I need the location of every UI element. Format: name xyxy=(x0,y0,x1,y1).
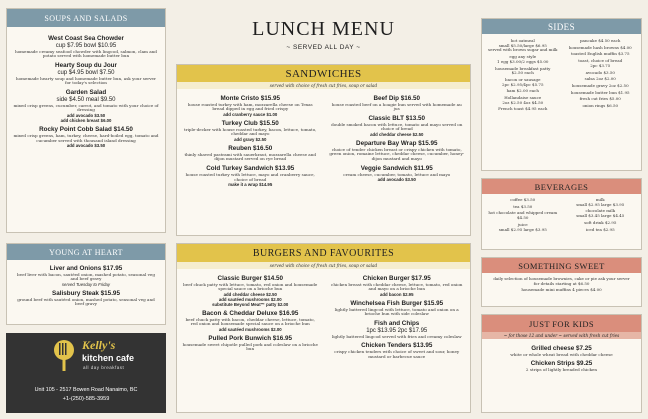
menu-item-addon: add sautéed mushrooms $2.00 xyxy=(218,327,282,333)
menu-item-description: 1 egg $3.00/2 eggs $5.00 xyxy=(497,58,549,64)
menu-item-addon: add chicken breast $6.00 xyxy=(60,118,112,124)
menu-item-description: avocado $3.50 xyxy=(585,69,615,75)
burgers-panel xyxy=(176,243,471,413)
menu-item-description: house roasted turkey with lettuce, mayo and cranberry sauce, choice of bread xyxy=(185,171,315,182)
burgers-header: BURGERS AND FAVOURITES xyxy=(177,244,470,262)
menu-item-description: served with brown sugar and milk xyxy=(488,47,558,53)
menu-item-name: Liver and Onions $17.95 xyxy=(49,265,123,272)
menu-item xyxy=(487,55,559,64)
menu-item-description: chicken breast with cheddar cheese, lettuce, tomato, red onion and mayo on a brioche bun xyxy=(331,281,463,292)
menu-item-description: lightly battered lingcod with lettuce, tomato and onion on a brioche bun with side coleslaw xyxy=(334,306,459,317)
menu-item-name: West Coast Sea Chowder xyxy=(48,35,124,42)
menu-item-name: Rocky Point Cobb Salad $14.50 xyxy=(39,126,133,134)
menu-item-description: hot chocolate and whipped cream $4.50 xyxy=(488,210,558,221)
menu-item-name: Departure Bay Wrap $15.95 xyxy=(356,140,438,148)
menu-item-description: double smoked bacon with lettuce, tomato and mayo served on choice of bread xyxy=(331,121,463,132)
menu-item-name: Veggie Sandwich $11.95 xyxy=(360,165,433,173)
menu-item xyxy=(487,205,559,210)
menu-item-name: Fish and Chips xyxy=(374,320,420,328)
menu-item-description: 2pc $3.75 xyxy=(590,62,611,68)
menu-item-price: 1pc $13.95 2pc $17.95 xyxy=(366,327,428,334)
menu-item-description: soft drink $2.95 xyxy=(584,219,617,225)
menu-item-addon: add cranberry sauce $1.00 xyxy=(223,112,278,118)
sides-panel xyxy=(481,18,642,171)
menu-item-name: Grilled cheese $7.25 xyxy=(531,345,592,352)
menu-item xyxy=(329,342,466,359)
sides-right xyxy=(565,39,637,114)
menu-item xyxy=(565,209,637,218)
logo-name: Kelly's xyxy=(82,338,116,352)
young-list xyxy=(7,260,165,307)
sides-header: SIDES xyxy=(482,19,641,34)
menu-item xyxy=(13,62,159,86)
menu-item-description: chocolate milk xyxy=(585,208,616,214)
menu-item-addon: add bacon $2.95 xyxy=(380,292,414,298)
menu-item-description: French toast $4.95 each xyxy=(498,106,548,112)
menu-item xyxy=(565,198,637,207)
menu-item-description: fresh cut fries $5.00 xyxy=(579,96,621,102)
fork-spoon-icon xyxy=(51,339,77,371)
menu-item-price: cup $7.95 bowl $10.95 xyxy=(55,42,117,49)
menu-item xyxy=(487,96,559,105)
sandwiches-subheader: served with choice of fresh cut fries, soup or salad xyxy=(177,82,470,89)
menu-item-addon: substitute Beyond Meat™ patty $2.00 xyxy=(212,302,289,308)
menu-item-name: Turkey Club $15.50 xyxy=(221,120,279,128)
menu-item-description: bacon or sausage xyxy=(505,76,541,82)
menu-item xyxy=(13,89,159,123)
menu-item-description: housemade butter bun $1.95 xyxy=(570,89,630,95)
menu-item xyxy=(182,165,319,187)
sweet-item: housemade mini muffins 4 pieces $4.00 xyxy=(521,287,602,293)
menu-item-description: homemade creamy seafood chowder with lingcod, salmon, clam and potato served with homemade butter bun xyxy=(15,48,157,59)
menu-item-name: Classic Burger $14.50 xyxy=(217,275,283,282)
burgers-left xyxy=(177,275,324,363)
menu-item xyxy=(182,145,319,162)
menu-item xyxy=(182,95,319,117)
menu-item-description: housemade gravy 2oz $2.50 xyxy=(571,82,629,88)
burgers-subheader: served with choice of fresh cut fries, soup or salad xyxy=(177,262,470,269)
menu-item-description: 2pc $2.95/4pc $5.75 xyxy=(502,81,544,87)
menu-item-name: Pulled Pork Bunwich $16.95 xyxy=(208,335,293,343)
young-panel xyxy=(6,243,166,325)
menu-item-description: house roasted beef on a hoagie bun served with homemade au jus xyxy=(331,101,462,112)
menu-item xyxy=(329,320,466,339)
menu-item xyxy=(487,360,636,372)
menu-item xyxy=(487,198,559,203)
menu-item xyxy=(565,59,637,68)
menu-item-name: Winchelsea Fish Burger $15.95 xyxy=(350,300,444,308)
soups-list xyxy=(7,27,165,148)
menu-item-description: small $2.95 large $3.95 xyxy=(576,201,625,207)
menu-item-name: Reuben $16.50 xyxy=(228,145,273,153)
sandwiches-header: SANDWICHES xyxy=(177,65,470,82)
menu-item xyxy=(13,265,159,287)
menu-item xyxy=(565,39,637,44)
menu-item-description: housemade hash browns $4.00 xyxy=(568,44,632,50)
menu-item-description: coffee $3.50 xyxy=(510,197,536,202)
menu-item-addon: make it a wrap $14.95 xyxy=(228,182,273,188)
menu-item-name: Chicken Tenders $13.95 xyxy=(361,342,433,350)
soups-panel xyxy=(6,8,166,233)
menu-item xyxy=(487,89,559,94)
menu-item-addon: served Tuesday to Friday xyxy=(61,282,111,288)
menu-item xyxy=(329,275,466,297)
menu-title: LUNCH MENU xyxy=(252,18,395,40)
menu-item-description: milk xyxy=(595,197,605,202)
menu-item-addon: add avocado $3.50 xyxy=(377,177,416,183)
menu-item xyxy=(565,77,637,82)
sweet-description: daily selection of housemade brownies, cake or pie ask your server for details starting at $6.50 xyxy=(493,276,630,286)
menu-item-description: toasted English muffin $3.75 xyxy=(570,51,630,57)
menu-item-name: Salisbury Steak $15.95 xyxy=(52,290,120,298)
menu-item-description: onion rings $6.50 xyxy=(582,103,619,109)
menu-item xyxy=(565,221,637,226)
menu-item-price: side $4.50 meal $9.50 xyxy=(56,96,116,103)
menu-item-description: beef chuck patty with lettuce, tomato, red onion and housemade special sauce on a brioche bun xyxy=(183,281,318,292)
menu-item xyxy=(565,104,637,109)
menu-item-name: Hearty Soup du Jour xyxy=(55,62,117,70)
menu-item-description: mixed crisp greens, ham, turkey, cheese, hard-boiled egg, tomato and cucumber served with thousand island dressing xyxy=(13,132,159,143)
address-line: Unit 105 - 2517 Bowen Road Nanaimo, BC xyxy=(34,387,138,393)
menu-item-description: crispy chicken tenders with choice of sweet and sour, honey mustard or barbecue sauce xyxy=(334,348,460,359)
beverages-panel xyxy=(481,178,642,250)
menu-item xyxy=(182,310,319,332)
sweet-header: SOMETHING SWEET xyxy=(482,258,641,273)
burgers-right xyxy=(324,275,471,363)
menu-item-description: homemade hearty soup and homemade butter bun, ask your server for today's selection xyxy=(16,75,156,86)
logo-subtitle: kitchen cafe xyxy=(82,353,135,363)
sides-left xyxy=(487,39,559,114)
phone-number: +1-(250)-585-3959 xyxy=(62,396,110,402)
menu-item-description: small $5.50/large $6.95 xyxy=(498,42,547,48)
menu-item xyxy=(182,335,319,352)
menu-item xyxy=(487,107,559,112)
menu-item-name: Bacon & Cheddar Deluxe $16.95 xyxy=(202,310,299,318)
menu-item xyxy=(487,345,636,357)
sandwiches-right xyxy=(324,95,471,190)
menu-item-name: Classic BLT $13.50 xyxy=(368,115,426,123)
menu-item-description: juice xyxy=(517,221,528,227)
menu-item xyxy=(13,290,159,307)
menu-item xyxy=(329,95,466,112)
beverages-header: BEVERAGES xyxy=(482,179,641,194)
menu-item-addon: add cheddar cheese $2.50 xyxy=(370,132,424,138)
menu-item xyxy=(565,46,637,51)
menu-item-name: Beef Dip $16.50 xyxy=(373,95,421,102)
menu-item-addon: add avocado $3.50 xyxy=(66,113,106,119)
logo-block xyxy=(6,333,166,413)
menu-item-description: beef liver with bacon, sautéed onion, mashed potato, seasonal veg and beef gravy xyxy=(17,271,155,282)
menu-item-description: tea $3.50 xyxy=(513,203,533,209)
menu-item xyxy=(182,275,319,307)
menu-item-description: small $2.95 large $3.95 xyxy=(498,226,547,232)
menu-item-description: cream cheese, cucumber, tomato, lettuce and mayo xyxy=(343,171,451,177)
menu-item-addon: add avocado $3.50 xyxy=(66,143,106,149)
menu-item xyxy=(565,91,637,96)
menu-item-description: mixed crisp greens, cucumber, carrot, and tomato with your choice of dressing xyxy=(13,102,159,113)
beverages-right xyxy=(565,198,637,234)
menu-item-description: choice of tender chicken breast or crispy chicken with tomato, green onion, romaine lettuce, cheddar cheese, cucumber, honey-dijon mustard and mayo xyxy=(329,146,465,162)
menu-item-description: 2 strips of lightly breaded chicken xyxy=(525,366,598,372)
menu-item-description: toast, choice of bread xyxy=(578,58,623,64)
logo-tagline: all day breakfast xyxy=(83,365,125,370)
menu-item xyxy=(565,84,637,89)
menu-item-description: small $3.45 large $4.45 xyxy=(576,213,625,219)
menu-item-description: egg any style xyxy=(509,54,537,60)
menu-item xyxy=(329,165,466,182)
menu-item-description: iced tea $2.95 xyxy=(585,226,615,232)
kids-subheader: ~ for those 12 and under ~ served with fresh cut fries xyxy=(482,332,641,339)
kids-header: JUST FOR KIDS xyxy=(482,315,641,332)
menu-item-name: Chicken Strips $9.25 xyxy=(530,360,593,368)
menu-item-name: Garden Salad xyxy=(65,89,107,97)
menu-item xyxy=(565,228,637,233)
menu-item xyxy=(329,300,466,317)
menu-item-description: Hollandaise sauce xyxy=(504,95,542,101)
menu-item xyxy=(565,97,637,102)
menu-subtitle: ~ SERVED ALL DAY ~ xyxy=(286,44,361,51)
menu-item xyxy=(13,126,159,148)
menu-item-description: $2.50 each xyxy=(511,70,534,76)
menu-item-description: triple-decker with house roasted turkey, bacon, lettuce, tomato, cheddar and mayo xyxy=(184,126,317,137)
young-header: YOUNG AT HEART xyxy=(7,244,165,260)
menu-item xyxy=(182,120,319,142)
sandwiches-left xyxy=(177,95,324,190)
menu-item xyxy=(487,211,559,220)
menu-item-description: pancake $4.50 each xyxy=(580,38,621,43)
menu-item xyxy=(565,71,637,76)
menu-item-addon: add sautéed mushrooms $2.00 xyxy=(218,297,282,303)
menu-item xyxy=(487,223,559,232)
menu-item xyxy=(487,39,559,53)
menu-item xyxy=(13,35,159,59)
menu-item-description: housemade sweet chipotle pulled pork and coleslaw on a brioche bun xyxy=(182,341,318,352)
menu-item-name: Chicken Burger $17.95 xyxy=(362,275,431,282)
menu-item-description: hot oatmeal xyxy=(510,38,535,43)
menu-item-name: Monte Cristo $15.95 xyxy=(220,95,280,102)
beverages-left xyxy=(487,198,559,234)
menu-item-description: beef chuck patty with bacon, cheddar cheese, lettuce, tomato, red onion and housemade special sauce on a brioche bun xyxy=(185,316,315,327)
menu-item-addon: add cheddar cheese $2.50 xyxy=(223,292,277,298)
menu-item xyxy=(329,115,466,137)
menu-item-description: housemade breakfast patty xyxy=(495,65,551,71)
menu-item-description: ham $2.00 each xyxy=(506,88,539,94)
menu-item xyxy=(565,52,637,57)
menu-item-price: cup $4.95 bowl $7.50 xyxy=(57,69,115,76)
menu-item-description: white or whole wheat bread with cheddar cheese xyxy=(510,351,613,357)
menu-item xyxy=(487,67,559,76)
kids-panel xyxy=(481,314,642,413)
menu-item-name: Cold Turkey Sandwich $13.95 xyxy=(206,165,295,173)
menu-item-description: house roasted turkey with ham, mozzarella cheese on Texas bread dipped in egg and fried crispy xyxy=(187,101,313,112)
menu-item-description: lightly battered lingcod served with fries and creamy coleslaw xyxy=(331,333,462,339)
sweet-panel xyxy=(481,257,642,307)
menu-item-addon: add gravy $2.50 xyxy=(234,137,267,143)
menu-item xyxy=(487,78,559,87)
soups-header: SOUPS AND SALADS xyxy=(7,9,165,27)
kids-list xyxy=(482,339,641,373)
menu-item-description: thinly shaved pastrami with sauerkraut, mozzarella cheese and dijon mustard served on rye bread xyxy=(184,151,317,162)
menu-item-description: 2oz $2.50 4oz $4.50 xyxy=(502,99,544,105)
sandwiches-panel xyxy=(176,64,471,236)
menu-item-description: salsa 2oz $2.00 xyxy=(584,76,616,82)
menu-item-description: ground beef with sautéed onion, mashed potato, seasonal veg and beef gravy xyxy=(17,296,155,307)
menu-item xyxy=(329,140,466,162)
